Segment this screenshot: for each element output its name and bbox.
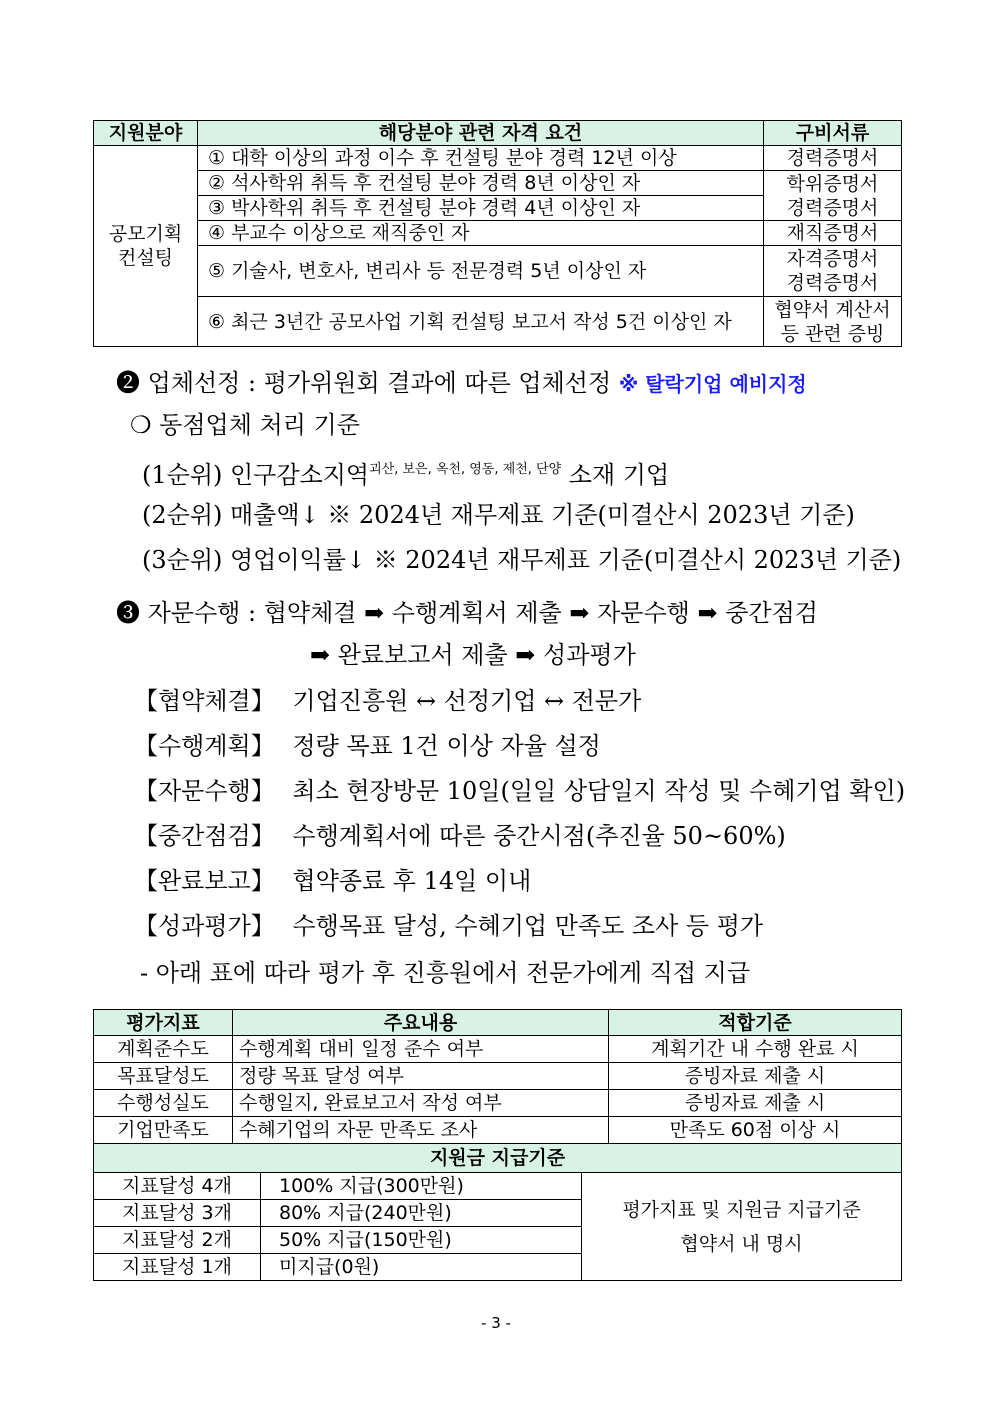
criteria-cell: 증빙자료 제출 시 [609,1063,902,1090]
criteria-cell: 만족도 60점 이상 시 [609,1117,902,1144]
achievement-cell: 지표달성 1개 [94,1254,261,1281]
step-text: 기업진흥원 ↔ 선정기업 ↔ 전문가 [292,687,642,715]
section3-title: ❸ 자문수행 : 협약체결 ➡ 수행계획서 제출 ➡ 자문수행 ➡ 중간점검 [116,599,818,627]
indicator-cell: 목표달성도 [94,1063,233,1090]
achievement-cell: 지표달성 4개 [94,1173,261,1200]
section3-title-cont: ➡ 완료보고서 제출 ➡ 성과평가 [310,641,636,669]
content-cell: 수행계획 대비 일정 준수 여부 [233,1036,609,1063]
step-label: 【협약체결】 [134,687,275,715]
rank1-end: 소재 기업 [568,461,670,489]
process-step [134,866,531,896]
table-row [94,1036,902,1063]
indicator-cell: 수행성실도 [94,1090,233,1117]
process-step [134,686,641,716]
content-cell: 정량 목표 달성 여부 [233,1063,609,1090]
step-text: 수행목표 달성, 수혜기업 만족도 조사 등 평가 [292,912,764,940]
note-line: 협약서 내 명시 [680,1232,803,1255]
header-content: 주요내용 [233,1010,609,1036]
requirement-row: ④ 부교수 이상으로 재직중인 자 [198,221,764,246]
field-line: 컨설팅 [117,247,174,269]
step-label: 【자문수행】 [134,777,275,805]
step-label: 【중간점검】 [134,822,275,850]
step-text: 협약종료 후 14일 이내 [292,867,532,895]
requirement-row: ① 대학 이상의 과정 이수 후 컨설팅 분야 경력 12년 이상 [198,146,764,171]
doc-line: 경력증명서 [786,272,879,294]
table-row [94,1063,902,1090]
document-cell: 경력증명서 [764,146,902,171]
payment-note-cell [582,1173,902,1281]
requirement-row: ⑤ 기술사, 변호사, 변리사 등 전문경력 5년 이상인 자 [198,246,764,297]
header-documents: 구비서류 [764,121,902,146]
payment-cell: 80% 지급(240만원) [261,1200,582,1227]
table-row [94,1117,902,1144]
step-text: 수행계획서에 따른 중간시점(추진율 50~60%) [292,822,786,850]
process-step [134,776,905,806]
payment-table [93,1172,902,1281]
payment-cell: 100% 지급(300만원) [261,1173,582,1200]
header-criteria: 적합기준 [609,1010,902,1036]
doc-line: 협약서 계산서 [774,298,891,321]
section2-heading [116,368,807,399]
document-cell [764,246,902,297]
rank1-regions: 괴산, 보은, 옥천, 영동, 제천, 단양 [369,462,562,477]
content-cell: 수혜기업의 자문 만족도 조사 [233,1117,609,1144]
table-row [94,1173,902,1200]
requirement-row: ② 석사학위 취득 후 컨설팅 분야 경력 8년 이상인 자 [198,171,764,196]
document-cell: 재직증명서 [764,221,902,246]
achievement-cell: 지표달성 2개 [94,1227,261,1254]
doc-line: 경력증명서 [786,196,879,219]
process-step [134,821,786,851]
rank1-text: (1순위) 인구감소지역 [142,461,370,489]
step-text: 정량 목표 1건 이상 자율 설정 [292,732,601,760]
criteria-cell: 증빙자료 제출 시 [609,1090,902,1117]
document-cell [764,171,902,221]
requirement-row: ⑥ 최근 3년간 공모사업 기획 컨설팅 보고서 작성 5건 이상인 자 [198,297,764,347]
doc-line: 학위증명서 [786,172,879,195]
rank1-line [142,455,669,490]
indicator-cell: 기업만족도 [94,1117,233,1144]
payment-note: - 아래 표에 따라 평가 후 진흥원에서 전문가에게 직접 지급 [140,959,750,987]
process-step [134,911,763,941]
rank2-line: (2순위) 매출액↓ ※ 2024년 재무제표 기준(미결산시 2023년 기준) [142,501,855,529]
content-cell: 수행일지, 완료보고서 작성 여부 [233,1090,609,1117]
payment-cell: 50% 지급(150만원) [261,1227,582,1254]
process-step [134,731,601,761]
step-label: 【완료보고】 [134,867,275,895]
evaluation-table [93,1009,902,1173]
indicator-cell: 계획준수도 [94,1036,233,1063]
step-label: 【수행계획】 [134,732,275,760]
doc-line: 자격증명서 [786,248,879,270]
field-cell [94,146,198,347]
requirement-row: ③ 박사학위 취득 후 컨설팅 분야 경력 4년 이상인 자 [198,196,764,221]
payment-cell: 미지급(0원) [261,1254,582,1281]
note-line: 평가지표 및 지원금 지급기준 [622,1198,861,1221]
step-label: 【성과평가】 [134,912,275,940]
rank3-line: (3순위) 영업이익률↓ ※ 2024년 재무제표 기준(미결산시 2023년 기준) [142,546,902,574]
payment-header: 지원금 지급기준 [94,1144,902,1173]
qualification-table [93,120,902,347]
tie-break-heading: ❍ 동점업체 처리 기준 [130,411,360,439]
step-text: 최소 현장방문 10일(일일 상담일지 작성 및 수혜기업 확인) [292,777,906,805]
section2-title: ❷ 업체선정 : 평가위원회 결과에 따른 업체선정 [116,369,612,397]
field-line: 공모기획 [108,223,183,245]
header-requirements: 해당분야 관련 자격 요건 [198,121,764,146]
header-field: 지원분야 [94,121,198,146]
section2-note: ※ 탈락기업 예비지정 [618,372,807,396]
table-row [94,1090,902,1117]
achievement-cell: 지표달성 3개 [94,1200,261,1227]
doc-line: 등 관련 증빙 [780,322,885,345]
header-indicator: 평가지표 [94,1010,233,1036]
criteria-cell: 계획기간 내 수행 완료 시 [609,1036,902,1063]
page-number: - 3 - [481,1314,511,1332]
document-cell [764,297,902,347]
